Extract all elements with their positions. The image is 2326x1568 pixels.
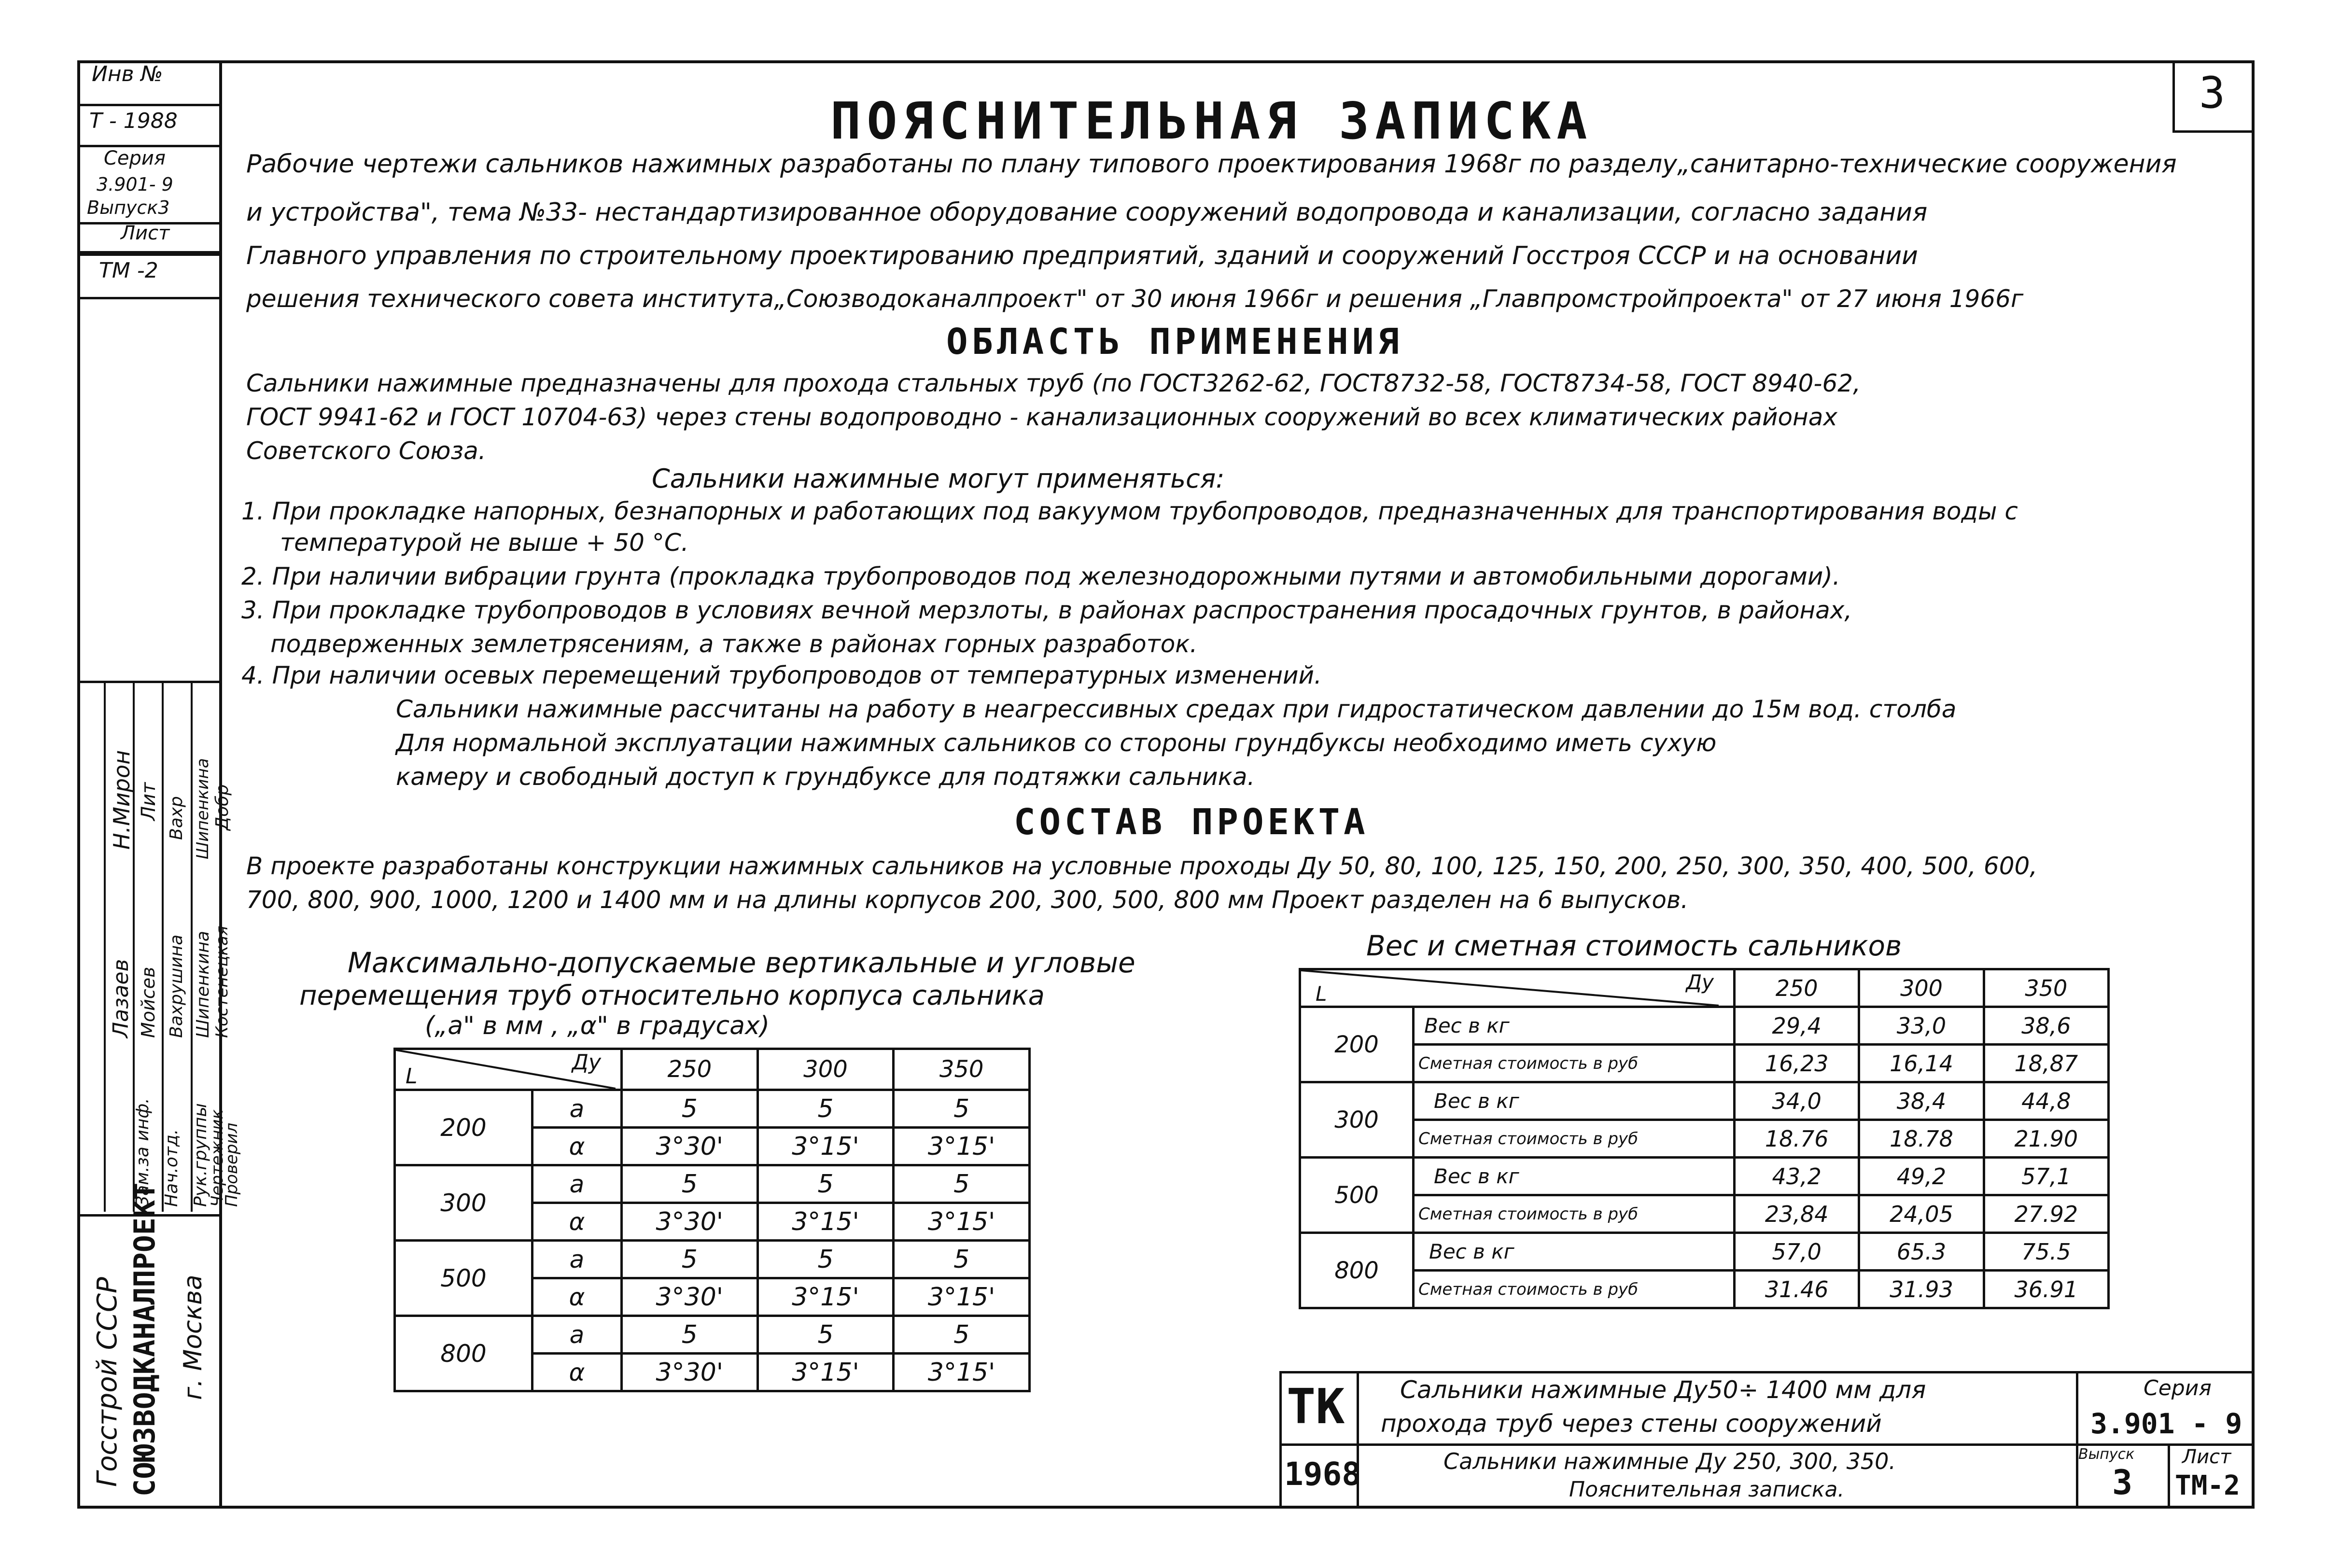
- role-5: Проверил: [222, 1122, 241, 1207]
- divider: [2168, 1443, 2170, 1509]
- table1-cell: 3°15': [757, 1354, 894, 1391]
- stamp-desc: прохода труб через стены сооружений: [1381, 1410, 1882, 1438]
- scope-line: Сальники нажимные предназначены для прохода стальных труб (по ГОСТ3262-62, ГОСТ8732-58, ГОСТ8734-58, ГОСТ 8940-62,: [246, 369, 1861, 397]
- inv-value: Т - 1988: [89, 109, 178, 133]
- table1-cell: 5: [757, 1090, 894, 1128]
- table2-label: Вес в кг: [1414, 1233, 1735, 1271]
- table1-cell: 5: [894, 1316, 1030, 1354]
- table2-label: Вес в кг: [1414, 1007, 1735, 1045]
- table1-cell: 3°15': [894, 1278, 1030, 1316]
- table1-sym: а: [532, 1241, 622, 1278]
- table1-cell: 5: [894, 1090, 1030, 1128]
- table2-label: Вес в кг: [1414, 1082, 1735, 1120]
- role-3: Рук.группы: [191, 1103, 210, 1207]
- table2-L: 500: [1300, 1158, 1414, 1233]
- org-gosstroy: Госстрой СССР: [92, 1277, 123, 1487]
- intro-line: Главного управления по строительному проектированию предприятий, зданий и сооружений Госстроя СССР и на основании: [246, 241, 1918, 270]
- stamp-issue-label: Выпуск: [2078, 1446, 2135, 1463]
- corner-du: Ду: [1686, 970, 1714, 994]
- table2-label: Сметная стоимость в руб: [1414, 1120, 1735, 1158]
- table1-sym: а: [532, 1090, 622, 1128]
- table2-cell: 21.90: [1984, 1120, 2108, 1158]
- table2-cell: 18.78: [1859, 1120, 1984, 1158]
- table1-cell: 3°15': [757, 1128, 894, 1165]
- sign-2: Лит: [138, 782, 160, 821]
- table1-L: 200: [395, 1090, 532, 1165]
- stamp-desc: Сальники нажимные Ду 250, 300, 350.: [1443, 1448, 1896, 1474]
- corner-diagonal: [1301, 970, 1719, 1006]
- scope-line: ГОСТ 9941-62 и ГОСТ 10704-63) через стены водопроводно - канализационных сооружений во всех климатических районах: [246, 403, 1837, 431]
- divider: [1279, 1443, 1357, 1446]
- table1-sym: α: [532, 1354, 622, 1391]
- table1-caption: перемещения труб относительно корпуса сальника: [299, 980, 1045, 1011]
- series-label: Серия: [104, 147, 166, 169]
- table2-cell: 23,84: [1735, 1195, 1859, 1233]
- table2-cell: 75.5: [1984, 1233, 2108, 1271]
- table1-cell: 3°30': [622, 1278, 758, 1316]
- table2-cell: 33,0: [1859, 1007, 1984, 1045]
- table2-cell: 38,4: [1859, 1082, 1984, 1120]
- table1-cell: 3°15': [894, 1354, 1030, 1391]
- table2-cell: 27.92: [1984, 1195, 2108, 1233]
- table1-cell: 5: [622, 1165, 758, 1203]
- sign-5: Добр: [212, 784, 232, 830]
- stamp-issue-value: 3: [2112, 1463, 2133, 1502]
- sign-4: Шипенкина: [193, 758, 212, 859]
- table1-col: 300: [757, 1049, 894, 1090]
- scope-line: Советского Союза.: [246, 437, 486, 465]
- sign-3: Вахр: [167, 796, 186, 840]
- sheet-label: Лист: [121, 222, 170, 244]
- table2-cell: 34,0: [1735, 1082, 1859, 1120]
- table1-cell: 3°15': [757, 1203, 894, 1241]
- table1-cell: 5: [894, 1241, 1030, 1278]
- table1-cell: 5: [894, 1165, 1030, 1203]
- table1-cell: 3°30': [622, 1203, 758, 1241]
- scope-subheading: Сальники нажимные могут применяться:: [652, 463, 1225, 494]
- table2-label: Сметная стоимость в руб: [1414, 1045, 1735, 1082]
- stamp-desc: Пояснительная записка.: [1569, 1477, 1845, 1502]
- divider: [77, 222, 222, 224]
- scope-item: 4. При наличии осевых перемещений трубопроводов от температурных изменений.: [241, 661, 1322, 689]
- scope-item: 3. При прокладке трубопроводов в условиях вечной мерзлоты, в районах распространения просадочных грунтов, в районах,: [241, 596, 1852, 624]
- table2-cell: 18.76: [1735, 1120, 1859, 1158]
- section-heading-scope: ОБЛАСТЬ ПРИМЕНЕНИЯ: [946, 321, 1403, 363]
- table2-cell: 29,4: [1735, 1007, 1859, 1045]
- table1-sym: α: [532, 1203, 622, 1241]
- table2-col: 350: [1984, 969, 2108, 1007]
- name-3: Вахрушина: [167, 934, 186, 1038]
- scope-item: подверженных землетрясениям, а также в районах горных разработок.: [270, 630, 1198, 658]
- table1-col: 250: [622, 1049, 758, 1090]
- scope-item: температурой не выше + 50 °С.: [280, 529, 689, 557]
- page-title: ПОЯСНИТЕЛЬНАЯ ЗАПИСКА: [830, 92, 1593, 151]
- org-soyuzvodkanalproekt: СОЮЗВОДКАНАЛПРОЕКТ: [128, 1182, 162, 1497]
- corner-l: L: [1316, 982, 1327, 1006]
- divider: [77, 145, 222, 147]
- name-1: Лазаев: [109, 959, 133, 1038]
- table1-caption: Максимально-допускаемые вертикальные и угловые: [348, 946, 1135, 979]
- table1-cell: 3°30': [622, 1128, 758, 1165]
- table1-cell: 3°15': [894, 1128, 1030, 1165]
- table2-cell: 38,6: [1984, 1007, 2108, 1045]
- table2-cell: 44,8: [1984, 1082, 2108, 1120]
- table2-cell: 49,2: [1859, 1158, 1984, 1195]
- table2-cell: 57,1: [1984, 1158, 2108, 1195]
- table1-L: 300: [395, 1165, 532, 1241]
- divider: [104, 681, 106, 1212]
- table1-cell: 3°15': [757, 1278, 894, 1316]
- table2-col: 300: [1859, 969, 1984, 1007]
- table2-cell: 57,0: [1735, 1233, 1859, 1271]
- table2-cell: 18,87: [1984, 1045, 2108, 1082]
- table2-cell: 65.3: [1859, 1233, 1984, 1271]
- role-2: Нач.отд.: [162, 1129, 182, 1207]
- table2-cell: 31.93: [1859, 1271, 1984, 1308]
- name-5: Костенецкая: [212, 925, 232, 1038]
- stamp-sheet-value: ТМ-2: [2175, 1470, 2240, 1501]
- table1-cell: 5: [622, 1241, 758, 1278]
- name-2: Мойсев: [138, 966, 159, 1038]
- table2-cell: 43,2: [1735, 1158, 1859, 1195]
- table1-cell: 3°15': [894, 1203, 1030, 1241]
- series-value: 3.901- 9: [97, 174, 173, 195]
- table2-cell: 36.91: [1984, 1271, 2108, 1308]
- table1-sym: α: [532, 1128, 622, 1165]
- table1-cell: 5: [622, 1090, 758, 1128]
- sheet-number: 3: [2199, 68, 2226, 118]
- table2-cell: 24,05: [1859, 1195, 1984, 1233]
- composition-line: 700, 800, 900, 1000, 1200 и 1400 мм и на длины корпусов 200, 300, 500, 800 мм Проект разделен на 6 выпусков.: [246, 886, 1689, 914]
- scope-note: Для нормальной эксплуатации нажимных сальников со стороны грундбуксы необходимо иметь сухую: [396, 729, 1717, 757]
- corner-du: Ду: [572, 1050, 601, 1075]
- weight-cost-table: [1299, 968, 2110, 1309]
- table2-label: Вес в кг: [1414, 1158, 1735, 1195]
- role-1: Зам.за инф.: [133, 1098, 153, 1207]
- scope-note: камеру и свободный доступ к грундбуксе для подтяжки сальника.: [396, 763, 1255, 791]
- intro-line: Рабочие чертежи сальников нажимных разработаны по плану типового проектирования 1968г по разделу„санитарно-технические сооружения: [246, 150, 2177, 179]
- scope-note: Сальники нажимные рассчитаны на работу в неагрессивных средах при гидростатическом давлении до 15м вод. столба: [396, 695, 1957, 723]
- table1-caption: („а" в мм , „α" в градусах): [425, 1011, 770, 1040]
- scope-item: 1. При прокладке напорных, безнапорных и работающих под вакуумом трубопроводов, предназначенных для транспортирования воды с: [241, 497, 2018, 525]
- inv-label: Инв №: [92, 62, 163, 86]
- issue-label: Выпуск3: [87, 197, 170, 218]
- table1-corner: [395, 1049, 622, 1090]
- table1-sym: а: [532, 1316, 622, 1354]
- table1-col: 350: [894, 1049, 1030, 1090]
- corner-l: L: [406, 1064, 418, 1089]
- sign-1: Н.Мирон: [109, 750, 135, 850]
- stamp-series-label: Серия: [2144, 1376, 2212, 1400]
- table2-caption: Вес и сметная стоимость сальников: [1366, 929, 1902, 962]
- stamp-sheet-label: Лист: [2182, 1446, 2231, 1468]
- stamp-desc: Сальники нажимные Ду50÷ 1400 мм для: [1400, 1376, 1926, 1404]
- table1-cell: 5: [622, 1316, 758, 1354]
- table2-label: Сметная стоимость в руб: [1414, 1195, 1735, 1233]
- divider: [2076, 1371, 2078, 1509]
- composition-line: В проекте разработаны конструкции нажимных сальников на условные проходы Ду 50, 80, 100, 125, 150, 200, 250, 300, 350, 400, 500, 600,: [246, 852, 2038, 880]
- table2-L: 300: [1300, 1082, 1414, 1158]
- table2-cell: 31.46: [1735, 1271, 1859, 1308]
- table1-sym: а: [532, 1165, 622, 1203]
- role-4: Чертежник: [208, 1109, 227, 1207]
- section-heading-composition: СОСТАВ ПРОЕКТА: [1014, 801, 1369, 843]
- table2-L: 200: [1300, 1007, 1414, 1082]
- table1-cell: 5: [757, 1241, 894, 1278]
- stamp-series-value: 3.901 - 9: [2090, 1407, 2242, 1440]
- table2-cell: 16,23: [1735, 1045, 1859, 1082]
- table2-cell: 16,14: [1859, 1045, 1984, 1082]
- stamp-tk: ТК: [1287, 1378, 1345, 1435]
- sheet-value: ТМ -2: [99, 258, 158, 283]
- table1-cell: 5: [757, 1316, 894, 1354]
- table1-L: 800: [395, 1316, 532, 1391]
- table1-cell: 3°30': [622, 1354, 758, 1391]
- table1-cell: 5: [757, 1165, 894, 1203]
- stamp-year: 1968: [1284, 1456, 1361, 1493]
- table2-L: 800: [1300, 1233, 1414, 1308]
- intro-line: и устройства", тема №33- нестандартизированное оборудование сооружений водопровода и канализации, согласно задания: [246, 198, 1928, 227]
- intro-line: решения технического совета института„Союзводоканалпроект" от 30 июня 1966г и решения „Главпромстройпроекта" от 27 июня 1966г: [246, 285, 2024, 313]
- table1-sym: α: [532, 1278, 622, 1316]
- table2-corner: [1300, 969, 1735, 1007]
- org-city: г. Москва: [179, 1274, 208, 1400]
- table1-L: 500: [395, 1241, 532, 1316]
- table2-label: Сметная стоимость в руб: [1414, 1271, 1735, 1308]
- name-4: Шипенкина: [193, 931, 213, 1038]
- table2-col: 250: [1735, 969, 1859, 1007]
- displacement-table: [393, 1048, 1031, 1392]
- divider: [77, 104, 222, 106]
- scope-item: 2. При наличии вибрации грунта (прокладка трубопроводов под железнодорожными путями и автомобильными дорогами).: [241, 562, 1840, 590]
